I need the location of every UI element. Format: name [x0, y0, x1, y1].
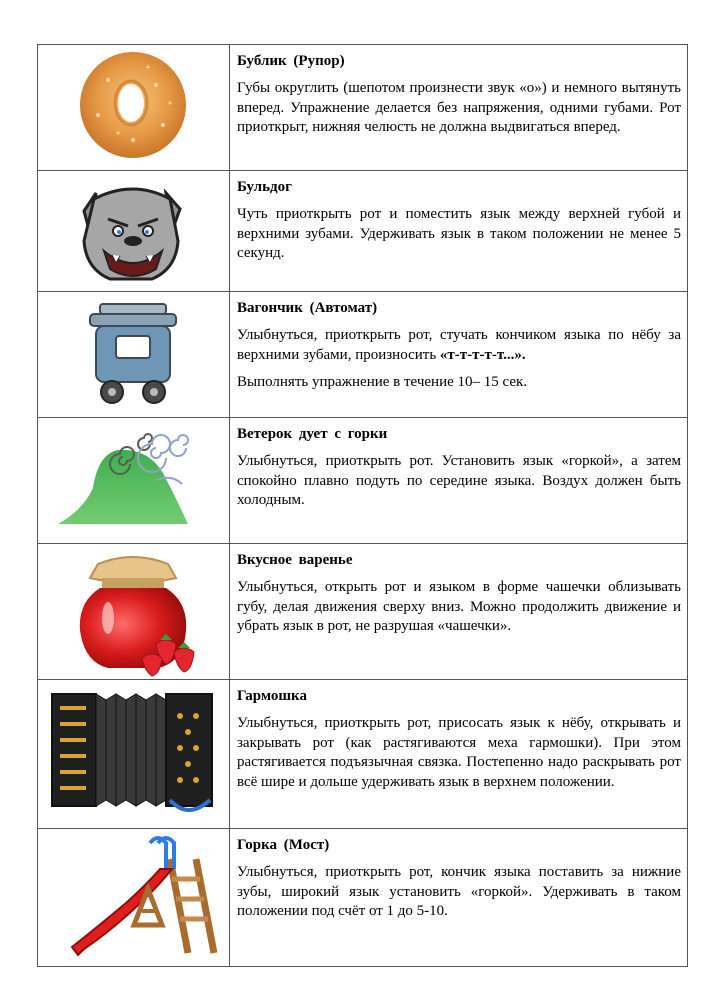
text-cell [230, 680, 688, 829]
exercise-text: Улыбнуться, приоткрыть рот, стучать кончиком языка по нёбу за верхними зубами, произносить [237, 327, 681, 363]
exercise-duration: Выполнять упражнение в течение 10– 15 сек. [237, 374, 528, 390]
table-row [38, 680, 688, 829]
table-row [38, 829, 688, 967]
image-cell [38, 680, 230, 829]
exercise-title: Горка (Мост) [237, 837, 330, 853]
exercise-description: Улыбнуться, приоткрыть рот. Установить язык «горкой», а затем спокойно плавно подуть по середине языка. Воздух должен быть холодным. [237, 453, 681, 508]
text-cell [230, 45, 688, 171]
slide-icon [38, 829, 229, 965]
exercise-title: Бульдог [237, 179, 292, 195]
exercise-title: Вагончик (Автомат) [237, 300, 378, 316]
table-row [38, 45, 688, 171]
wagon-icon [38, 292, 229, 416]
exercise-title: Ветерок дует с горки [237, 426, 388, 442]
image-cell [38, 544, 230, 680]
exercise-title: Вкусное варенье [237, 552, 353, 568]
bulldog-icon [38, 171, 229, 291]
image-cell [38, 171, 230, 292]
exercise-description [237, 326, 681, 365]
donut-icon [38, 45, 229, 169]
table-row [38, 171, 688, 292]
exercise-title: Бублик (Рупор) [237, 53, 345, 69]
table-row [38, 544, 688, 680]
exercise-table [37, 44, 688, 967]
table-row [38, 292, 688, 418]
exercise-description: Улыбнуться, приоткрыть рот, кончик языка поставить за нижние зубы, широкий язык установить «горкой». Удерживать в таком положении под счёт от 1 до 5-10. [237, 864, 681, 919]
windy-hill-icon [38, 418, 229, 542]
exercise-description: Губы округлить (шепотом произнести звук «о») и немного вытянуть вперед. Упражнение делается без напряжения, одними губами. Рот приоткрыт, нижняя челюсть не должна выдвигаться вперед. [237, 80, 681, 135]
text-cell [230, 544, 688, 680]
text-cell [230, 292, 688, 418]
exercise-sound: «т-т-т-т-т...». [439, 346, 526, 363]
exercise-description: Улыбнуться, приоткрыть рот, присосать язык к нёбу, открывать и закрывать рот (как растягиваются меха гармошки). При этом растягивается подъязычная связка. Постепенно надо раскрывать рот всё шире и дольше удерживать язык в верхнем положении. [237, 715, 681, 790]
text-cell [230, 171, 688, 292]
exercise-description: Улыбнуться, открыть рот и языком в форме чашечки облизывать губу, делая движения сверху вниз. Можно продолжить движение и убрать язык в рот, не разрушая «чашечки». [237, 579, 681, 634]
accordion-icon [38, 680, 229, 826]
image-cell [38, 829, 230, 967]
text-cell [230, 829, 688, 967]
jam-jar-icon [38, 544, 229, 678]
image-cell [38, 418, 230, 544]
exercise-description: Чуть приоткрыть рот и поместить язык между верхней губой и верхними зубами. Удерживать язык в таком положении не менее 5 секунд. [237, 206, 681, 261]
table-row [38, 418, 688, 544]
text-cell [230, 418, 688, 544]
exercise-title: Гармошка [237, 688, 307, 704]
image-cell [38, 292, 230, 418]
image-cell [38, 45, 230, 171]
